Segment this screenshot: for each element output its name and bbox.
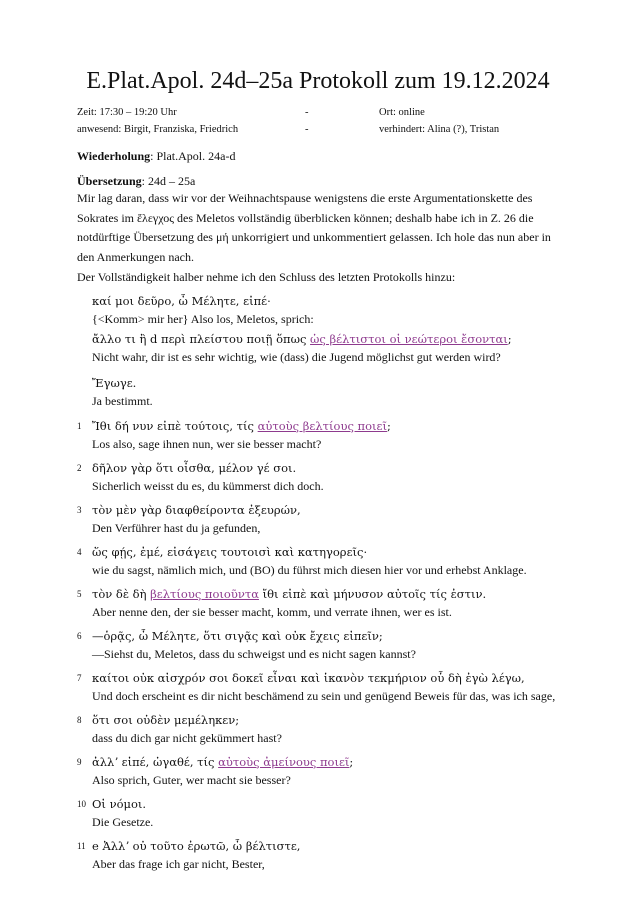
german-translation: Den Verführer hast du ja gefunden, (92, 521, 261, 535)
greek-segment: καί μοι δεῦρο, ὦ Μέλητε, εἰπέ· (92, 294, 271, 308)
intro-paragraph (77, 189, 597, 267)
greek-segment: ; (349, 755, 354, 769)
greek-segment: ὅτι σοι οὐδὲν μεμέληκεν; (92, 713, 240, 727)
greek-text (92, 417, 391, 435)
german-translation: —Siehst du, Meletos, dass du schweigst und es nicht sagen kannst? (92, 647, 416, 661)
line-number: 3 (77, 505, 82, 515)
german-translation: Die Gesetze. (92, 815, 154, 829)
greek-segment: Ἴθι δή νυν εἰπὲ τούτοις, τίς (92, 419, 258, 433)
german-translation: Sicherlich weisst du es, du kümmerst dich doch. (92, 479, 324, 493)
uebersetzung-section (77, 172, 597, 190)
line-number: 11 (77, 841, 86, 851)
meta-zeit: Zeit: 17:30 – 19:20 Uhr (77, 107, 177, 118)
greek-text (92, 795, 146, 813)
greek-text (92, 374, 136, 392)
line-number: 8 (77, 715, 82, 725)
greek-segment: —ὁρᾷς, ὦ Μέλητε, ὅτι σιγᾷς καὶ οὐκ ἔχεις εἰπεῖν; (92, 629, 383, 643)
german-translation: Und doch erscheint es dir nicht beschämend zu sein und genügend Beweis für das, was ich sage, (92, 689, 556, 703)
meta-separator: - (305, 124, 309, 135)
greek-text (92, 543, 367, 561)
line-number: 4 (77, 547, 82, 557)
line-number: 2 (77, 463, 82, 473)
line-number: 9 (77, 757, 82, 767)
german-translation: Also sprich, Guter, wer macht sie besser? (92, 773, 291, 787)
greek-segment: καίτοι οὐκ αἰσχρόν σοι δοκεῖ εἶναι καὶ ἱκανὸν τεκμήριον οὗ δὴ ἐγὼ λέγω, (92, 671, 525, 685)
highlighted-phrase: αὐτοὺς βελτίους ποιεῖ (257, 419, 388, 433)
german-translation: Los also, sage ihnen nun, wer sie besser macht? (92, 437, 322, 451)
line-number: 1 (77, 421, 82, 431)
greek-text (92, 627, 383, 645)
wiederholung-value: : Plat.Apol. 24a-d (150, 149, 236, 163)
highlighted-phrase: βελτίους ποιοῦντα (150, 587, 259, 601)
greek-text (92, 459, 296, 477)
line-number: 10 (77, 799, 86, 809)
german-translation: dass du dich gar nicht gekümmert hast? (92, 731, 282, 745)
meta-separator: - (305, 107, 309, 118)
line-number: 6 (77, 631, 82, 641)
page-title: E.Plat.Apol. 24d–25a Protokoll zum 19.12.2024 (86, 68, 550, 94)
line-number: 5 (77, 589, 82, 599)
greek-segment: e Ἀλλʼ οὐ τοῦτο ἐρωτῶ, ὦ βέλτιστε, (92, 839, 301, 853)
intro-line: Mir lag daran, dass wir vor der Weihnachtspause wenigstens die erste Argumentationskette des (77, 191, 533, 205)
greek-segment: τὸν δὲ δὴ (92, 587, 151, 601)
intro-line: den Anmerkungen nach. (77, 249, 194, 264)
german-translation: wie du sagst, nämlich mich, und (BO) du führst mich diesen hier vor und erhebst Anklage. (92, 563, 527, 577)
greek-segment: ἀλλʼ εἰπέ, ὠγαθέ, τίς (92, 755, 219, 769)
german-translation: {<Komm> mir her} Also los, Meletos, sprich: (92, 312, 314, 326)
highlighted-phrase: αὐτοὺς ἀμείνους ποιεῖ (218, 755, 350, 769)
german-translation: Aber nenne den, der sie besser macht, komm, und verrate ihnen, wer es ist. (92, 605, 452, 619)
german-translation: Nicht wahr, dir ist es sehr wichtig, wie (dass) die Jugend möglichst gut werden wird? (92, 350, 501, 364)
wiederholung-section (77, 147, 597, 165)
greek-text (92, 330, 512, 348)
greek-segment: ἄλλο τι ἢ d περὶ πλείστου ποιῇ ὅπως (92, 332, 311, 346)
highlighted-phrase: ὡς βέλτιστοι οἱ νεώτεροι ἔσονται (310, 332, 508, 346)
meta-ort: Ort: online (379, 107, 425, 118)
meta-verhindert: verhindert: Alina (?), Tristan (379, 124, 500, 135)
meta-anwesend: anwesend: Birgit, Franziska, Friedrich (77, 124, 239, 135)
uebersetzung-label: Übersetzung (77, 174, 142, 188)
line-number: 7 (77, 673, 82, 683)
greek-segment: ; (387, 419, 391, 433)
greek-segment: Οἱ νόμοι. (92, 797, 147, 811)
greek-segment: ἴθι εἰπὲ καὶ μήνυσον αὐτοῖς τίς ἐστιν. (258, 587, 487, 601)
intro-line: Sokrates im ἔλεγχος des Meletos vollständig überblicken können; deshalb habe ich in Z. 26 die (77, 210, 534, 225)
greek-segment: τὸν μὲν γὰρ διαφθείροντα ἐξευρών, (92, 503, 301, 517)
greek-text (92, 669, 525, 687)
greek-segment: Ἔγωγε. (92, 376, 137, 390)
recap-intro: Der Vollständigkeit halber nehme ich den Schluss des letzten Protokolls hinzu: (77, 270, 456, 284)
greek-text (92, 292, 271, 310)
greek-segment: ; (507, 332, 512, 346)
wiederholung-label: Wiederholung (77, 149, 151, 163)
intro-line: notdürftige Übersetzung des μή unkorrigiert und unkommentiert gelassen. Ich hole das nun aber in (77, 230, 551, 244)
greek-text (92, 711, 239, 729)
uebersetzung-value: : 24d – 25a (141, 174, 196, 188)
greek-text (92, 753, 353, 771)
greek-text (92, 585, 486, 603)
greek-text (92, 501, 301, 519)
greek-text (92, 837, 300, 855)
greek-segment: δῆλον γὰρ ὅτι οἶσθα, μέλον γέ σοι. (92, 461, 297, 475)
greek-segment: ὥς φῄς, ἐμέ, εἰσάγεις τουτοισὶ καὶ κατηγορεῖς· (92, 545, 368, 559)
german-translation: Aber das frage ich gar nicht, Bester, (92, 857, 265, 871)
german-translation: Ja bestimmt. (92, 394, 153, 408)
